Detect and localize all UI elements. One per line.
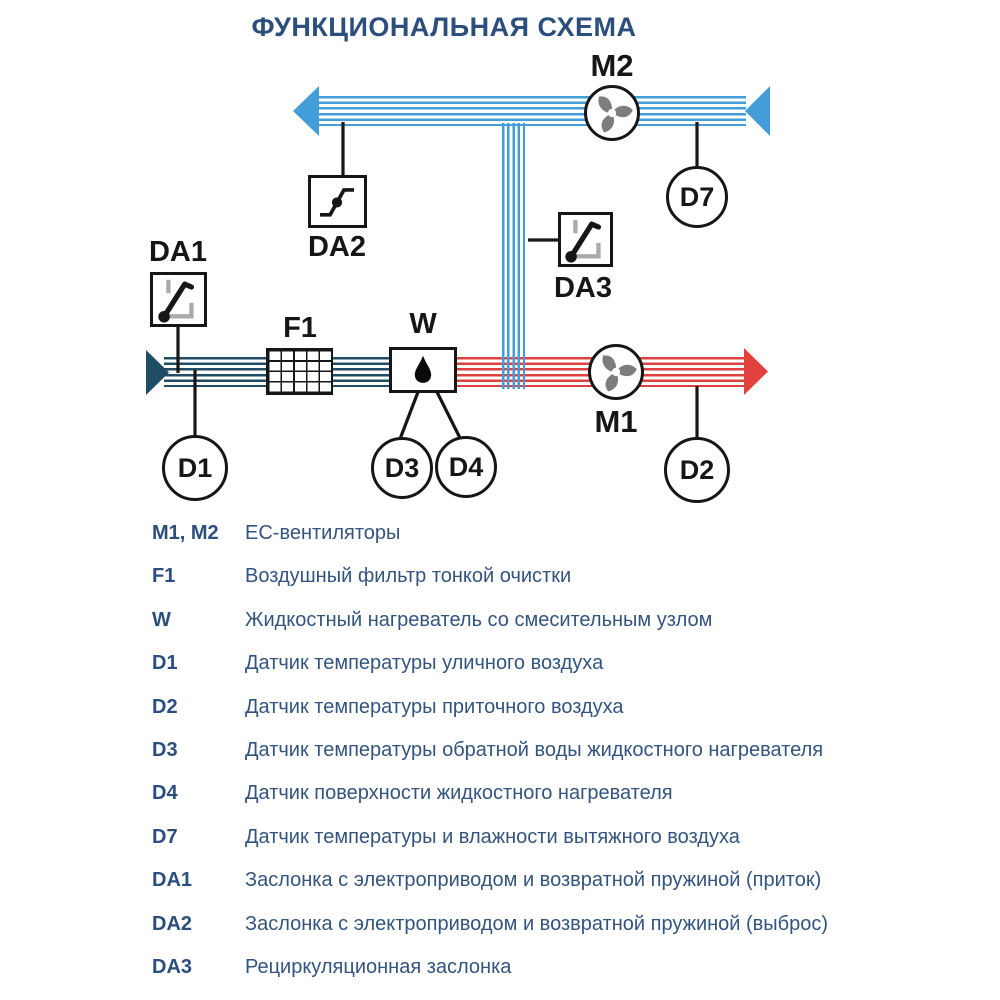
heater-w-label: W <box>409 308 437 340</box>
legend-key: D1 <box>152 652 178 675</box>
legend-desc: Датчик поверхности жидкостного нагревателя <box>245 782 673 805</box>
legend-desc: Датчик температуры обратной воды жидкостного нагревателя <box>245 738 824 761</box>
legend-desc: Датчик температуры и влажности вытяжного воздуха <box>245 825 740 848</box>
page-title: ФУНКЦИОНАЛЬНАЯ СХЕМА <box>251 12 637 42</box>
legend-desc: Датчик температуры приточного воздуха <box>245 695 624 718</box>
damper-da2-label: DA2 <box>307 231 366 263</box>
filter-f1-label: F1 <box>283 312 317 344</box>
water-droplet-icon <box>406 351 440 389</box>
legend-desc: Жидкостный нагреватель со смесительным узлом <box>245 608 713 631</box>
legend-key: M1, M2 <box>152 522 219 544</box>
sensor-d4: D4 <box>435 436 497 498</box>
legend-key: DA1 <box>152 869 193 892</box>
damper-actuator-icon <box>153 275 203 323</box>
legend-row <box>152 781 952 805</box>
legend-row <box>152 955 952 979</box>
legend-key: F1 <box>152 565 176 588</box>
legend-row <box>152 564 952 588</box>
sensor-d7: D7 <box>666 166 728 228</box>
legend-row <box>152 868 952 892</box>
legend-row <box>152 695 952 719</box>
damper-spring-icon <box>311 178 363 224</box>
legend-row <box>152 651 952 675</box>
filter-f1 <box>266 348 333 395</box>
legend-desc: Заслонка с электроприводом и возвратной пружиной (приток) <box>245 869 822 892</box>
fan-m1-label: M1 <box>594 404 638 439</box>
legend-key: W <box>152 608 171 631</box>
damper-actuator-icon <box>561 215 609 263</box>
damper-da3-label: DA3 <box>553 272 612 304</box>
legend <box>152 521 952 998</box>
heater-w <box>389 347 457 393</box>
damper-da3 <box>558 212 613 267</box>
fan-m1 <box>588 344 644 400</box>
legend-key: D4 <box>152 782 178 805</box>
legend-key: DA3 <box>152 955 193 978</box>
legend-desc: Рециркуляционная заслонка <box>245 955 512 978</box>
legend-desc: EC-вентиляторы <box>245 522 401 544</box>
fan-m2 <box>584 85 640 141</box>
legend-desc: Заслонка с электроприводом и возвратной пружиной (выброс) <box>245 912 829 935</box>
sensor-d3: D3 <box>371 437 433 499</box>
fan-m2-label: M2 <box>590 48 634 83</box>
legend-key: DA2 <box>152 912 193 935</box>
damper-da2 <box>308 175 367 228</box>
legend-row <box>152 521 952 545</box>
sensor-d2: D2 <box>664 437 730 503</box>
legend-row <box>152 738 952 762</box>
legend-desc: Воздушный фильтр тонкой очистки <box>245 565 572 588</box>
legend-key: D3 <box>152 738 178 761</box>
damper-da1-label: DA1 <box>148 236 207 268</box>
damper-da1 <box>150 272 207 327</box>
legend-key: D2 <box>152 695 178 718</box>
legend-row <box>152 912 952 936</box>
legend-row <box>152 608 952 632</box>
fan-icon <box>593 349 639 395</box>
legend-key: D7 <box>152 825 178 848</box>
fan-icon <box>589 90 635 136</box>
legend-desc: Датчик температуры уличного воздуха <box>245 652 604 675</box>
legend-row <box>152 825 952 849</box>
sensor-d1: D1 <box>162 435 228 501</box>
